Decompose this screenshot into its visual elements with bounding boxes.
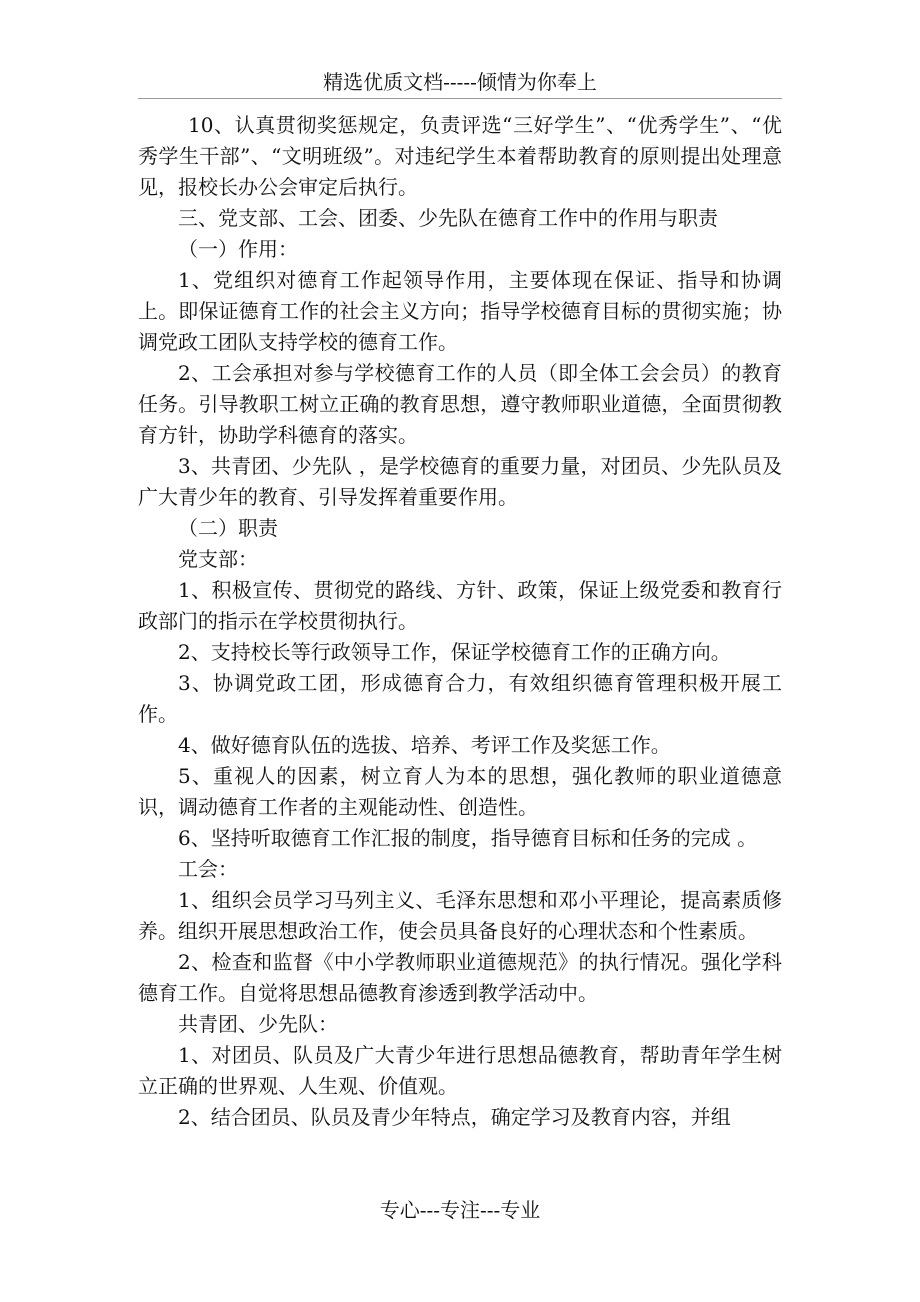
group-heading: 党支部：	[178, 547, 258, 571]
paragraph: 6、坚持听取德育工作汇报的制度，指导德育目标和任务的完成 。	[178, 826, 758, 850]
subsection-heading: （二）职责	[178, 516, 278, 540]
document-body	[138, 110, 782, 1133]
page-header: 精选优质文档-----倾情为你奉上	[138, 66, 782, 99]
paragraph: 1、对团员、队员及广大青少年进行思想品德教育，帮助青年学生树立正确的世界观、人生观、价值观。	[138, 1043, 782, 1098]
subsection-heading: （一）作用：	[178, 237, 298, 261]
paragraph: 2、支持校长等行政领导工作，保证学校德育工作的正确方向。	[178, 640, 731, 664]
paragraph: 3、协调党政工团，形成德育合力，有效组织德育管理积极开展工作。	[138, 671, 782, 726]
paragraph: 1、组织会员学习马列主义、毛泽东思想和邓小平理论，提高素质修养。组织开展思想政治工作，使会员具备良好的心理状态和个性素质。	[138, 888, 782, 943]
paragraph: 3、共青团、少先队 ，是学校德育的重要力量，对团员、少先队员及广大青少年的教育、引导发挥着重要作用。	[138, 454, 782, 509]
paragraph: 1、积极宣传、贯彻党的路线、方针、政策，保证上级党委和教育行政部门的指示在学校贯彻执行。	[138, 578, 782, 633]
group-heading: 共青团、少先队：	[178, 1012, 338, 1036]
paragraph: 5、重视人的因素，树立育人为本的思想，强化教师的职业道德意识，调动德育工作者的主观能动性、创造性。	[138, 764, 782, 819]
paragraph: 2、工会承担对参与学校德育工作的人员（即全体工会会员）的教育任务。引导教职工树立正确的教育思想，遵守教师职业道德，全面贯彻教育方针，协助学科德育的落实。	[138, 361, 782, 447]
paragraph: 1、党组织对德育工作起领导作用，主要体现在保证、指导和协调上。即保证德育工作的社会主义方向；指导学校德育目标的贯彻实施；协调党政工团队支持学校的德育工作。	[138, 268, 782, 354]
paragraph: 2、结合团员、队员及青少年特点，确定学习及教育内容，并组	[178, 1105, 731, 1129]
group-heading: 工会：	[178, 857, 238, 881]
paragraph: 10、认真贯彻奖惩规定，负责评选“三好学生”、“优秀学生”、“优秀学生干部”、“文明班级”。对违纪学生本着帮助教育的原则提出处理意见，报校长办公会审定后执行。	[138, 113, 782, 199]
paragraph: 2、检查和监督《中小学教师职业道德规范》的执行情况。强化学科德育工作。自觉将思想品德教育渗透到教学活动中。	[138, 950, 782, 1005]
section-heading: 三、党支部、工会、团委、少先队在德育工作中的作用与职责	[178, 206, 718, 230]
paragraph: 4、做好德育队伍的选拔、培养、考评工作及奖惩工作。	[178, 733, 671, 757]
page-footer: 专心---专注---专业	[379, 1198, 541, 1222]
